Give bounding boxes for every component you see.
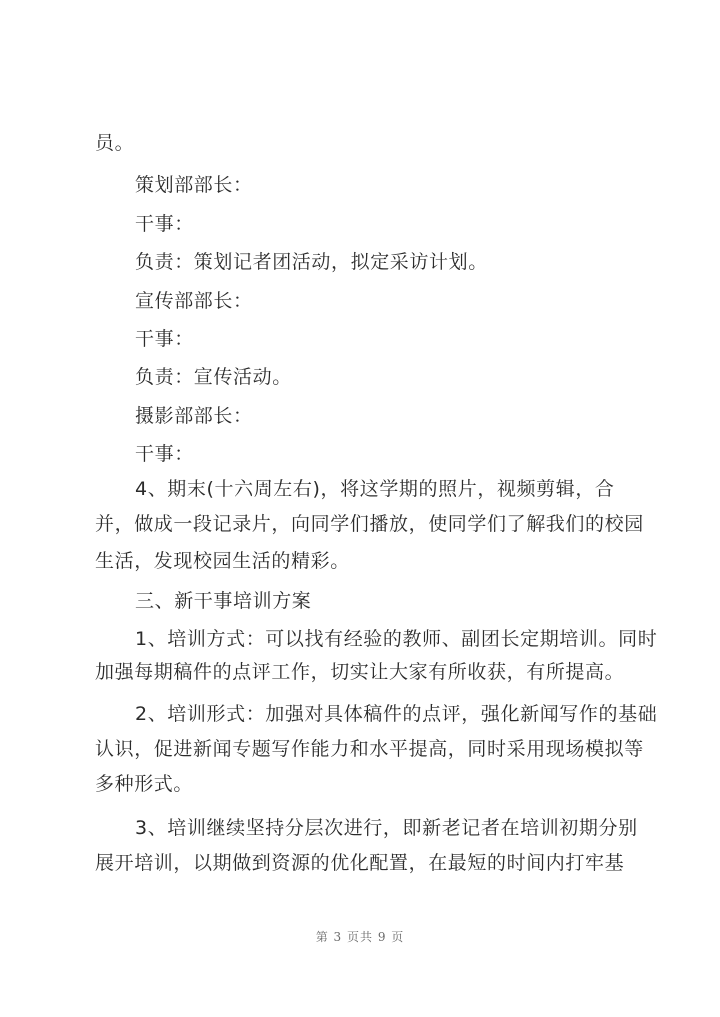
- text-line: 员。: [95, 132, 135, 154]
- text-line: 干事：: [135, 328, 194, 350]
- text-line: 3、培训继续坚持分层次进行，即新老记者在培训初期分别: [135, 817, 638, 839]
- text-line: 干事：: [135, 213, 194, 235]
- text-line: 4、期末(十六周左右)，将这学期的照片，视频剪辑，合: [135, 478, 615, 500]
- text-line: 摄影部部长：: [135, 405, 253, 427]
- text-line: 加强每期稿件的点评工作，切实让大家有所收获，有所提高。: [95, 661, 625, 683]
- text-line: 负责：宣传活动。: [135, 366, 292, 388]
- text-line: 1、培训方式：可以找有经验的教师、副团长定期培训。同时: [135, 628, 658, 650]
- text-line: 多种形式。: [95, 773, 194, 795]
- text-line: 2、培训形式：加强对具体稿件的点评，强化新闻写作的基础: [135, 703, 658, 725]
- text-line: 宣传部部长：: [135, 290, 253, 312]
- text-line: 负责：策划记者团活动，拟定采访计划。: [135, 251, 488, 273]
- text-line: 生活，发现校园生活的精彩。: [95, 550, 350, 572]
- section-heading: 三、新干事培训方案: [135, 590, 312, 612]
- text-line: 并，做成一段记录片，向同学们播放，使同学们了解我们的校园: [95, 513, 644, 535]
- text-line: 策划部部长：: [135, 174, 253, 196]
- text-line: 认识，促进新闻专题写作能力和水平提高，同时采用现场模拟等: [95, 738, 644, 760]
- text-line: 展开培训，以期做到资源的优化配置，在最短的时间内打牢基: [95, 852, 625, 874]
- page-number: 第 3 页共 9 页: [315, 930, 405, 944]
- text-line: 干事：: [135, 443, 194, 465]
